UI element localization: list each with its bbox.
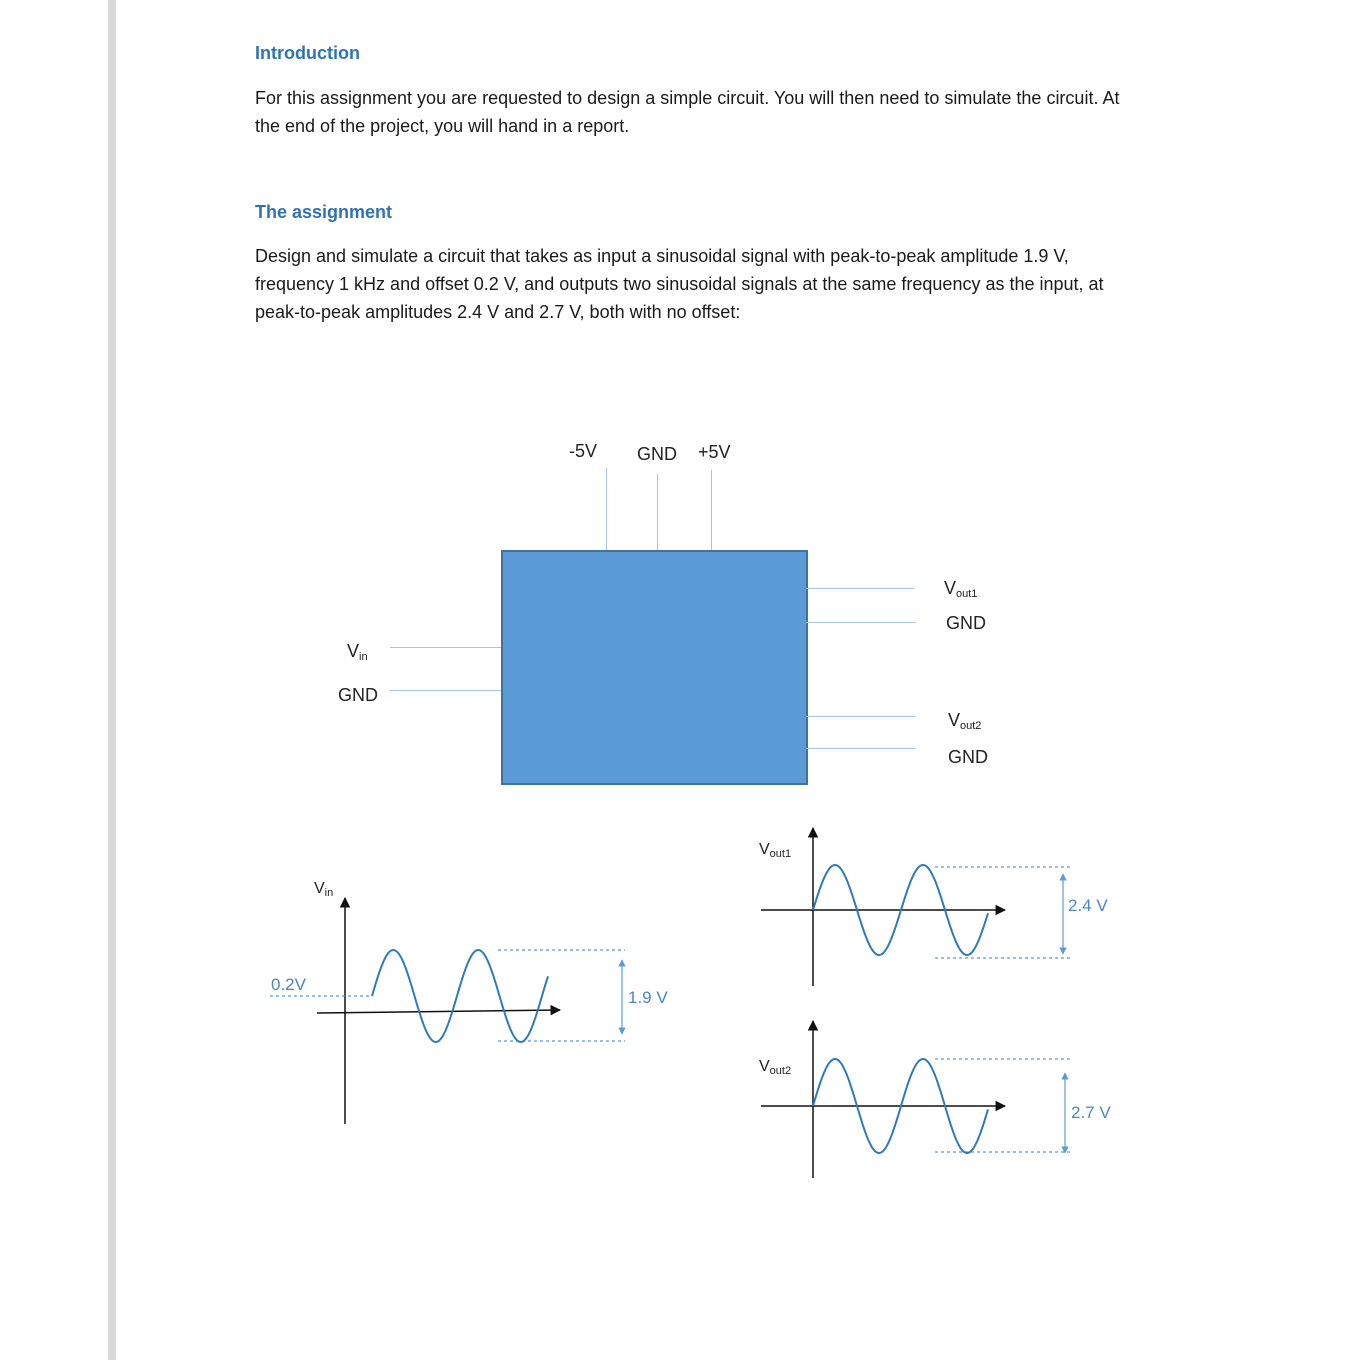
assignment-paragraph: Design and simulate a circuit that takes as input a sinusoidal signal with peak-to-peak amplitude 1.9 V, frequency 1 kHz and offset 0.2 V, and outputs two sinusoidal signals at the same frequency as the input, at peak-to-peak amplitudes 2.4 V and 2.7 V, both with no offset: bbox=[255, 246, 1104, 322]
supply-pos-label: +5V bbox=[698, 442, 731, 462]
intro-heading: Introduction bbox=[255, 43, 360, 63]
out2-amplitude-label: 2.7 V bbox=[1071, 1103, 1111, 1122]
intro-paragraph: For this assignment you are requested to design a simple circuit. You will then need to simulate the circuit. At the end of the project, you will hand in a report. bbox=[255, 88, 1120, 136]
input-x-axis bbox=[317, 1010, 560, 1013]
input-amplitude-label: 1.9 V bbox=[628, 988, 668, 1007]
out1-gnd-label: GND bbox=[946, 613, 986, 633]
input-gnd-label: GND bbox=[338, 685, 378, 705]
input-offset-label: 0.2V bbox=[271, 975, 306, 994]
out2-plot bbox=[761, 1021, 1073, 1178]
input-plot-axis-label: $V_{in}$ bbox=[314, 880, 334, 899]
vout2-label: $V_{out2}$ bbox=[948, 710, 982, 732]
out1-plot bbox=[761, 828, 1072, 986]
assignment-heading: The assignment bbox=[255, 202, 393, 222]
vin-label: $V_{in}$ bbox=[347, 641, 368, 663]
supply-neg-label: -5V bbox=[569, 441, 598, 461]
out1-amplitude-label: 2.4 V bbox=[1068, 896, 1108, 915]
input-plot bbox=[270, 898, 625, 1124]
out2-gnd-label: GND bbox=[948, 747, 988, 767]
out1-plot-axis-label: $V_{out1}$ bbox=[759, 841, 792, 860]
vout1-label: $V_{out1}$ bbox=[944, 578, 978, 600]
out2-plot-axis-label: $V_{out2}$ bbox=[759, 1058, 792, 1077]
supply-gnd-label: GND bbox=[637, 444, 677, 464]
input-sine-wave bbox=[372, 950, 548, 1042]
